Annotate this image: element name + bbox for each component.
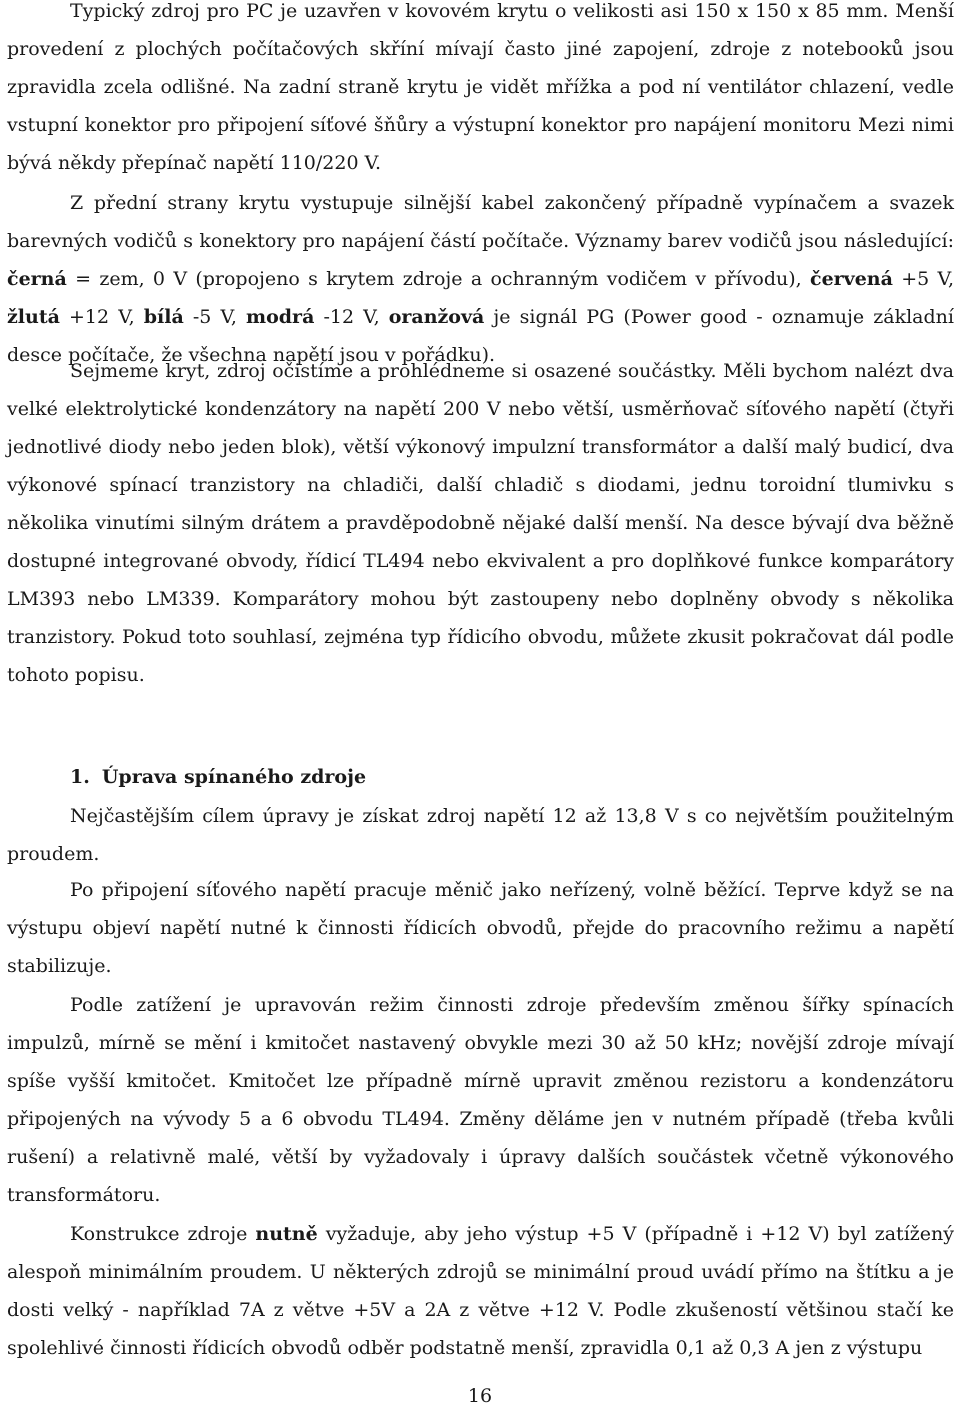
text-run: Z přední strany krytu vystupuje silnější kabel zakončený případně vypínačem a svazek barevných vodičů s konektory pro napájení částí počítače. Významy barev vodičů jsou následující:: [7, 192, 954, 252]
section-heading: [70, 758, 366, 796]
paragraph-psu-case: Typický zdroj pro PC je uzavřen v kovovém krytu o velikosti asi 150 x 150 x 85 mm. Menší provedení z plochých počítačových skříní mívají často jiné zapojení, zdroje z notebooků jsou zpravidla zcela odlišné. Na zadní straně krytu je vidět mřížka a pod ní ventilátor chlazení, vedle vstupní konektor pro připojení síťové šňůry a výstupní konektor pro napájení monitoru Mezi nimi bývá někdy přepínač napětí 110/220 V.: [7, 0, 954, 174]
color-black: černá: [7, 268, 67, 290]
text-run: Konstrukce zdroje: [70, 1223, 256, 1245]
text-run: -12 V,: [314, 306, 389, 328]
text-run: = zem, 0 V (propojeno s krytem zdroje a ochranným vodičem v přívodu),: [66, 268, 811, 290]
color-orange: oranžová: [388, 306, 485, 328]
page-number: 16: [467, 1385, 493, 1407]
paragraph-wire-colors: [7, 184, 954, 374]
color-red: červená: [810, 268, 893, 290]
color-white: bílá: [143, 306, 184, 328]
text-run: je signál PG (Power good - oznamuje základní desce počítače, že všechna napětí jsou v pořádku).: [7, 306, 954, 366]
section-title: Úprava spínaného zdroje: [101, 766, 367, 788]
paragraph-components: Sejmeme kryt, zdroj očistíme a prohlédneme si osazené součástky. Měli bychom nalézt dva velké elektrolytické kondenzátory na napětí 200 V nebo větší, usměrňovač síťového napětí (čtyři jednotlivé diody nebo jeden blok), větší výkonový impulzní transformátor a další malý budicí, dva výkonové spínací tranzistory na chladiči, další chladič s diodami, jednu toroidní tlumivku s několika vinutími silným drátem a pravděpodobně nějaké další menší. Na desce bývají dva běžně dostupné integrované obvody, řídicí TL494 nebo ekvivalent a pro doplňkové funkce komparátory LM393 nebo LM339. Komparátory mohou být zastoupeny nebo doplněny obvody s několika tranzistory. Pokud toto souhlasí, zejména typ řídicího obvodu, můžete zkusit pokračovat dál podle tohoto popisu.: [7, 360, 954, 686]
paragraph-goal: Nejčastějším cílem úpravy je získat zdroj napětí 12 až 13,8 V s co největším použitelným proudem.: [7, 805, 954, 865]
color-yellow: žlutá: [7, 306, 60, 328]
paragraph-minimum-load: [7, 1215, 954, 1367]
text-run: +5 V,: [892, 268, 954, 290]
paragraph-regulation: Podle zatížení je upravován režim činnosti zdroje především změnou šířky spínacích impulzů, mírně se mění i kmitočet nastavený obvykle mezi 30 až 50 kHz; novější zdroje mívají spíše vyšší kmitočet. Kmitočet lze případně mírně upravit změnou rezistoru a kondenzátoru připojených na vývody 5 a 6 obvodu TL494. Změny děláme jen v nutném případě (třeba kvůli rušení) a relativně malé, větší by vyžadovaly i úpravy dalších součástek včetně výkonového transformátoru.: [7, 994, 954, 1206]
text-run: -5 V,: [183, 306, 246, 328]
text-run: +12 V,: [59, 306, 144, 328]
text-run: vyžaduje, aby jeho výstup +5 V (případně i +12 V) byl zatížený alespoň minimálním proudem. U některých zdrojů se minimální proud uvádí přímo na štítku a je dosti velký - například 7A z větve +5V a 2A z větve +12 V. Podle zkušeností většinou stačí ke spolehlivé činnosti řídicích obvodů odběr podstatně menší, zpravidla 0,1 až 0,3 A jen z výstupu: [7, 1223, 954, 1359]
emphasis-nutne: nutně: [255, 1223, 318, 1245]
color-blue: modrá: [246, 306, 315, 328]
section-number: 1.: [70, 766, 90, 788]
paragraph-startup: Po připojení síťového napětí pracuje měnič jako neřízený, volně běžící. Teprve když se na výstupu objeví napětí nutné k činnosti řídicích obvodů, přejde do pracovního režimu a napětí stabilizuje.: [7, 879, 954, 977]
